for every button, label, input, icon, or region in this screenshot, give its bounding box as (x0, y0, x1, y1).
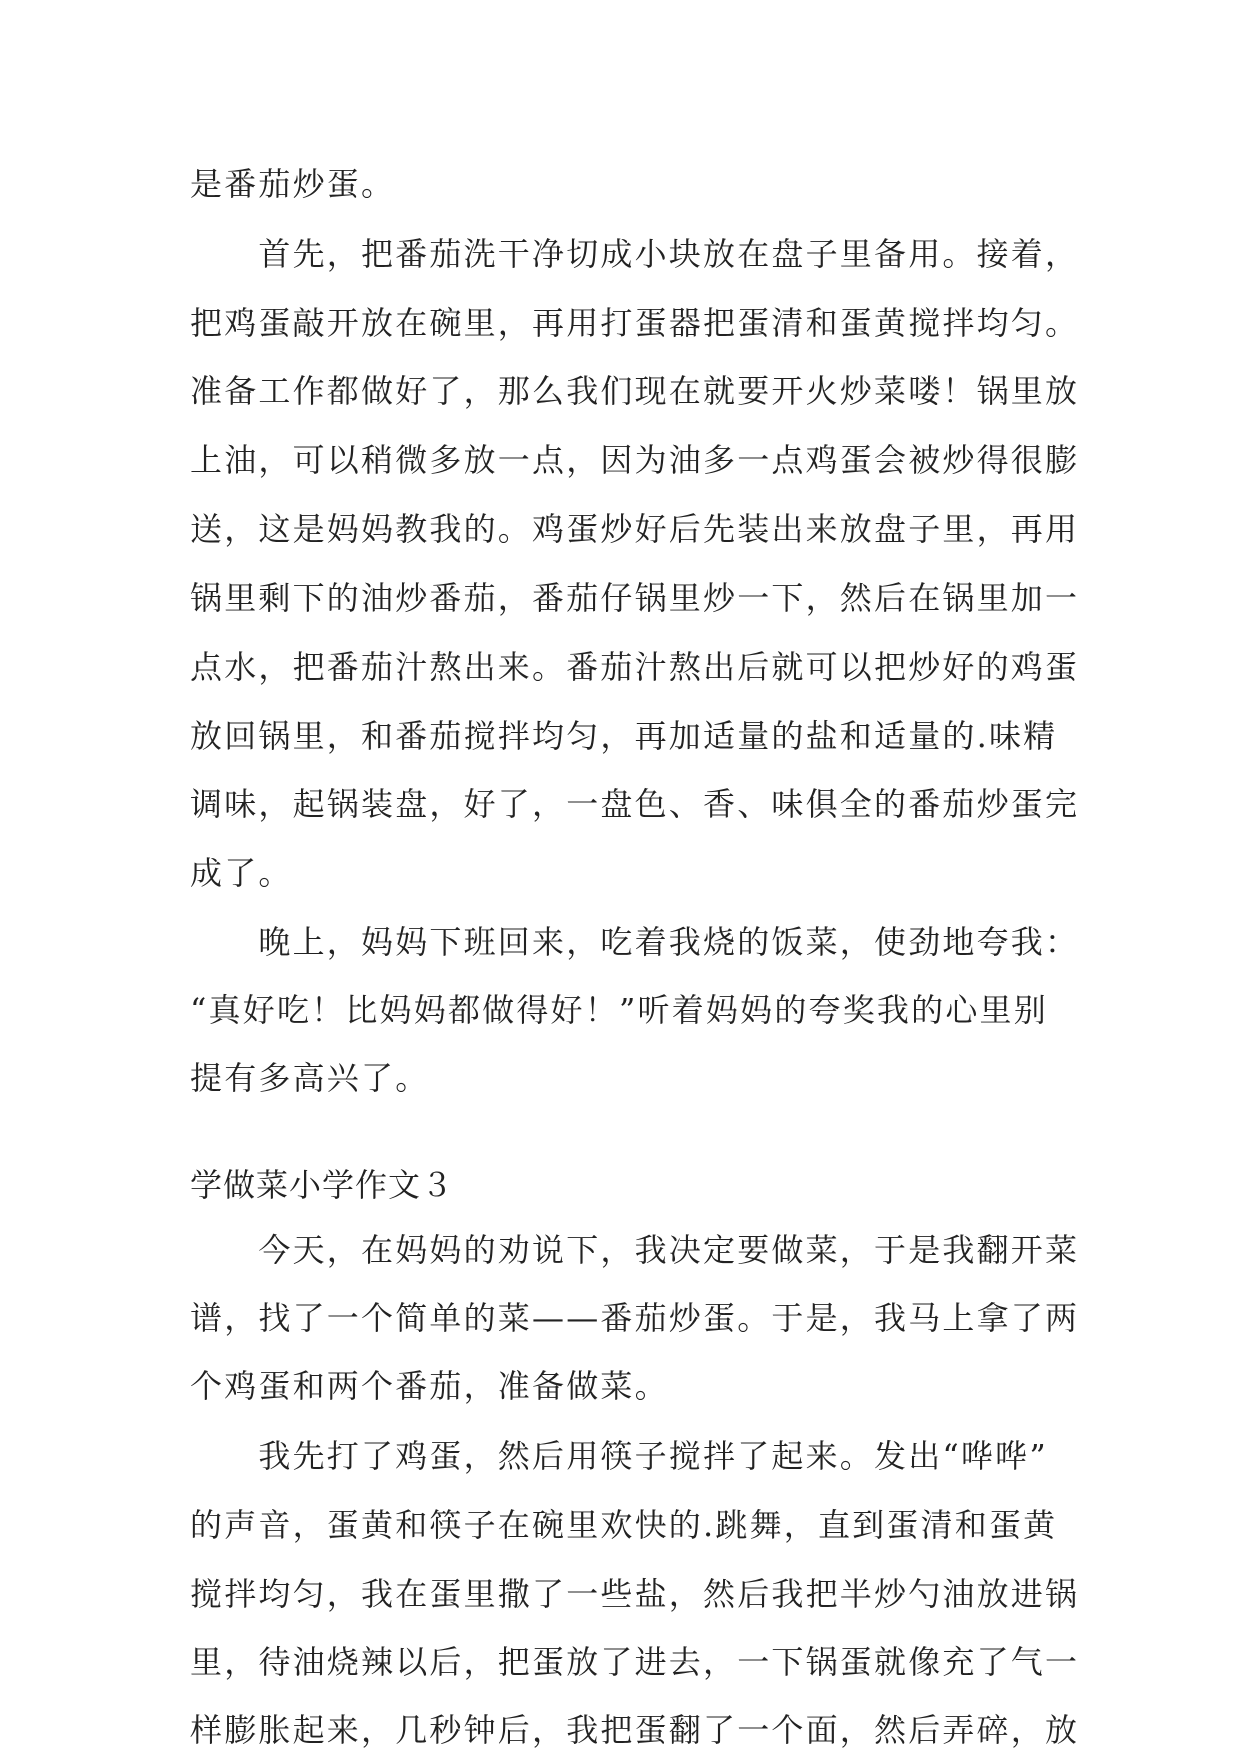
text-line: 谱，找了一个简单的菜——番茄炒蛋。于是，我马上拿了两 (190, 1299, 1080, 1337)
text-line: 点水，把番茄汁熬出来。番茄汁熬出后就可以把炒好的鸡蛋 (190, 648, 1080, 686)
text-line: 上油，可以稍微多放一点，因为油多一点鸡蛋会被炒得很膨 (190, 441, 1080, 479)
text-line: 成了。 (190, 854, 293, 892)
paragraph-start-line: 首先，把番茄洗干净切成小块放在盘子里备用。接着， (190, 235, 1080, 273)
text-line: 调味，起锅装盘，好了，一盘色、香、味俱全的番茄炒蛋完 (190, 785, 1080, 823)
text-line: 里，待油烧辣以后，把蛋放了进去，一下锅蛋就像充了气一 (190, 1643, 1080, 1681)
text-line: 送，这是妈妈教我的。鸡蛋炒好后先装出来放盘子里，再用 (190, 510, 1080, 548)
text-line: 是番茄炒蛋。 (190, 165, 396, 203)
paragraph-start-line: 我先打了鸡蛋，然后用筷子搅拌了起来。发出“哗哗” (190, 1437, 1048, 1475)
text-line: 个鸡蛋和两个番茄，准备做菜。 (190, 1367, 669, 1405)
text-line: 把鸡蛋敲开放在碗里，再用打蛋器把蛋清和蛋黄搅拌均匀。 (190, 304, 1080, 342)
text-line: 搅拌均匀，我在蛋里撒了一些盐，然后我把半炒勺油放进锅 (190, 1575, 1080, 1613)
text-line: 放回锅里，和番茄搅拌均匀，再加适量的盐和适量的.味精 (190, 717, 1058, 755)
text-line: 锅里剩下的油炒番茄，番茄仔锅里炒一下，然后在锅里加一 (190, 579, 1080, 617)
text-line: 提有多高兴了。 (190, 1059, 430, 1097)
paragraph-start-line: 今天，在妈妈的劝说下，我决定要做菜，于是我翻开菜 (190, 1231, 1080, 1269)
text-line: “真好吃！比妈妈都做得好！”听着妈妈的夸奖我的心里别 (190, 991, 1048, 1029)
text-line: 准备工作都做好了，那么我们现在就要开火炒菜喽！锅里放 (190, 372, 1080, 410)
text-line: 样膨胀起来，几秒钟后，我把蛋翻了一个面，然后弄碎，放 (190, 1711, 1080, 1749)
section-heading: 学做菜小学作文３ (190, 1166, 455, 1204)
text-line: 的声音，蛋黄和筷子在碗里欢快的.跳舞，直到蛋清和蛋黄 (190, 1506, 1058, 1544)
paragraph-start-line: 晚上，妈妈下班回来，吃着我烧的饭菜，使劲地夸我： (190, 923, 1080, 961)
